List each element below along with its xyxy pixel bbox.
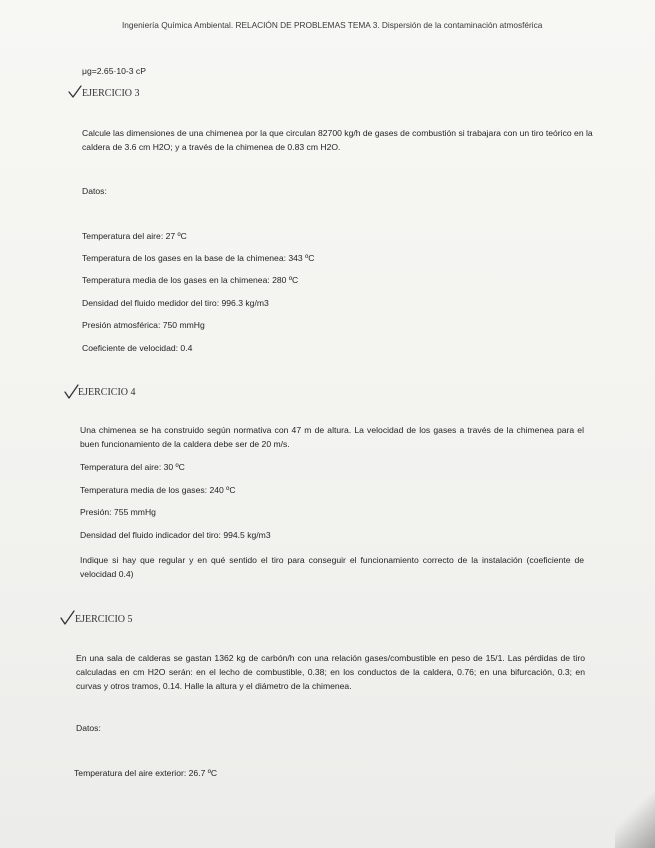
exercise-3-data-item: Presión atmosférica: 750 mmHg [82, 320, 205, 330]
exercise-3-statement: Calcule las dimensiones de una chimenea por la que circulan 82700 kg/h de gases de combustión si trabajara con un tiro teórico en la caldera de 3.6 cm H2O; y a través de la chimenea de 0.83 cm H2O. [82, 128, 593, 152]
checkmark-icon [59, 610, 75, 626]
page-header: Ingeniería Química Ambiental. RELACIÓN DE PROBLEMAS TEMA 3. Dispersión de la contaminación atmosférica [122, 20, 543, 30]
exercise-3-data-item: Temperatura media de los gases en la chimenea: 280 ºC [82, 275, 299, 285]
page-corner-shadow [615, 788, 655, 848]
checkmark-icon [63, 384, 79, 400]
exercise-3-data-item: Temperatura de los gases en la base de la chimenea: 343 ºC [82, 253, 315, 263]
exercise-3-data-item: Temperatura del aire: 27 ºC [82, 231, 187, 241]
exercise-4-data-item: Temperatura media de los gases: 240 ºC [80, 485, 236, 495]
exercise-4-data-item: Presión: 755 mmHg [80, 507, 156, 517]
viscosity-note: μg=2.65·10-3 cP [82, 66, 146, 76]
exercise-4-data-item: Densidad del fluido indicador del tiro: 994.5 kg/m3 [80, 530, 271, 540]
exercise-5-title: EJERCICIO 5 [75, 614, 133, 625]
exercise-3-data-item: Densidad del fluido medidor del tiro: 996.3 kg/m3 [82, 298, 269, 308]
exercise-4-statement: Una chimenea se ha construido según normativa con 47 m de altura. La velocidad de los gases a través de la chimenea para el buen funcionamiento de la caldera debe ser de 20 m/s. [80, 425, 584, 449]
exercise-3-data-item: Coeficiente de velocidad: 0.4 [82, 343, 193, 353]
checkmark-icon [67, 84, 83, 100]
exercise-5-datos-label: Datos: [76, 723, 101, 733]
exercise-4-data-item: Temperatura del aire: 30 ºC [80, 462, 185, 472]
exercise-4-question: Indique si hay que regular y en qué sentido el tiro para conseguir el funcionamiento correcto de la instalación (coeficiente de velocidad 0.4) [80, 555, 584, 579]
exercise-3-datos-label: Datos: [82, 186, 107, 196]
exercise-5-data-item: Temperatura del aire exterior: 26.7 ºC [74, 768, 218, 778]
exercise-3-title: EJERCICIO 3 [82, 88, 140, 99]
exercise-4-title: EJERCICIO 4 [78, 387, 136, 398]
exercise-5-statement: En una sala de calderas se gastan 1362 kg de carbón/h con una relación gases/combustible en peso de 15/1. Las pérdidas de tiro calculadas en cm H2O serán: en el lecho de combustible, 0.38; en los conductos de la caldera, 0.76; en una bifurcación, 0.3; en curvas y otros tramos, 0.14. Halle la altura y el diámetro de la chimenea. [76, 653, 585, 691]
